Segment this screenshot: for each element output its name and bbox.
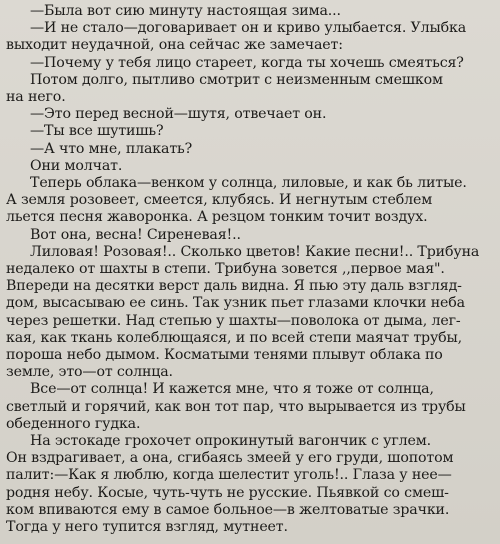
text-line: недалеко от шахты в степи. Трибуна зовется ,,первое мая".	[6, 261, 445, 278]
text-line: Впереди на десятки верст даль видна. Я пью эту даль взгляд-	[6, 278, 462, 295]
text-line: А земля розовеет, смеется, клубясь. И негнутым стеблем	[6, 192, 433, 209]
text-line: обеденного гудка.	[6, 415, 141, 432]
paragraph	[6, 175, 495, 227]
text-line: палит:—Как я люблю, когда шелестит уголь!.. Глаза у нее—	[6, 467, 452, 484]
paragraph	[6, 55, 495, 72]
text-line: кая, как ткань колеблющаяся, и по всей степи маячат трубы,	[6, 329, 463, 346]
paragraph	[6, 123, 495, 140]
text-body	[6, 3, 495, 536]
text-line: —Это перед весной—шутя, отвечает он.	[30, 106, 327, 123]
text-line: ком впиваются ему в самое больное—в желтоватые зрачки.	[6, 501, 450, 518]
paragraph	[6, 72, 495, 106]
paragraph	[6, 381, 495, 433]
text-line: На эстокаде грохочет опрокинутый вагончик с углем.	[30, 433, 431, 450]
paragraph	[6, 3, 495, 20]
text-line: Они молчат.	[30, 157, 123, 174]
text-line: Лиловая! Розовая!.. Сколько цветов! Какие песни!.. Трибуна	[30, 243, 480, 260]
text-line: выходит неудачной, она сейчас же замечает:	[6, 37, 343, 54]
text-line: Тогда у него тупится взгляд, мутнеет.	[6, 519, 288, 536]
text-line: Все—от солнца! И кажется мне, что я тоже от солнца,	[30, 381, 434, 398]
text-line: светлый и горячий, как вон тот пар, что вырывается из трубы	[6, 398, 466, 415]
text-line: Теперь облака—венком у солнца, лиловые, и как бь литые.	[30, 175, 467, 192]
text-line: —Ты все шутишь?	[30, 123, 164, 140]
text-line: дом, высасываю ее синь. Так узник пьет глазами клочки неба	[6, 295, 465, 312]
text-line: земле, это—от солнца.	[6, 364, 173, 381]
paragraph	[6, 20, 495, 54]
paragraph	[6, 158, 495, 175]
text-line: —И не стало—договаривает он и криво улыбается. Улыбка	[30, 20, 467, 37]
paragraph	[6, 433, 495, 536]
text-line: льется песня жаворонка. А резцом тонким точит воздух.	[6, 209, 428, 226]
paragraph	[6, 106, 495, 123]
text-line: родня небу. Косые, чуть-чуть не русские. Пьявкой со смеш-	[6, 484, 449, 501]
text-line: —Почему у тебя лицо стареет, когда ты хочешь смеяться?	[30, 54, 464, 71]
paragraph	[6, 244, 495, 382]
text-line: Он вздрагивает, а она, сгибаясь змеей у его груди, шопотом	[6, 450, 454, 467]
text-line: на него.	[6, 89, 66, 106]
text-line: Вот она, весна! Сиреневая!..	[30, 226, 241, 243]
text-line: —А что мне, плакать?	[30, 140, 193, 157]
text-line: —Была вот сию минуту настоящая зима...	[30, 3, 341, 19]
paragraph	[6, 227, 495, 244]
text-line: через решетки. Над степью у шахты—поволока от дыма, лег-	[6, 312, 461, 329]
text-line: Потом долго, пытливо смотрит с неизменным смешком	[30, 71, 443, 88]
text-line: пороша небо дымом. Косматыми тенями плывут облака по	[6, 347, 443, 364]
paragraph	[6, 141, 495, 158]
